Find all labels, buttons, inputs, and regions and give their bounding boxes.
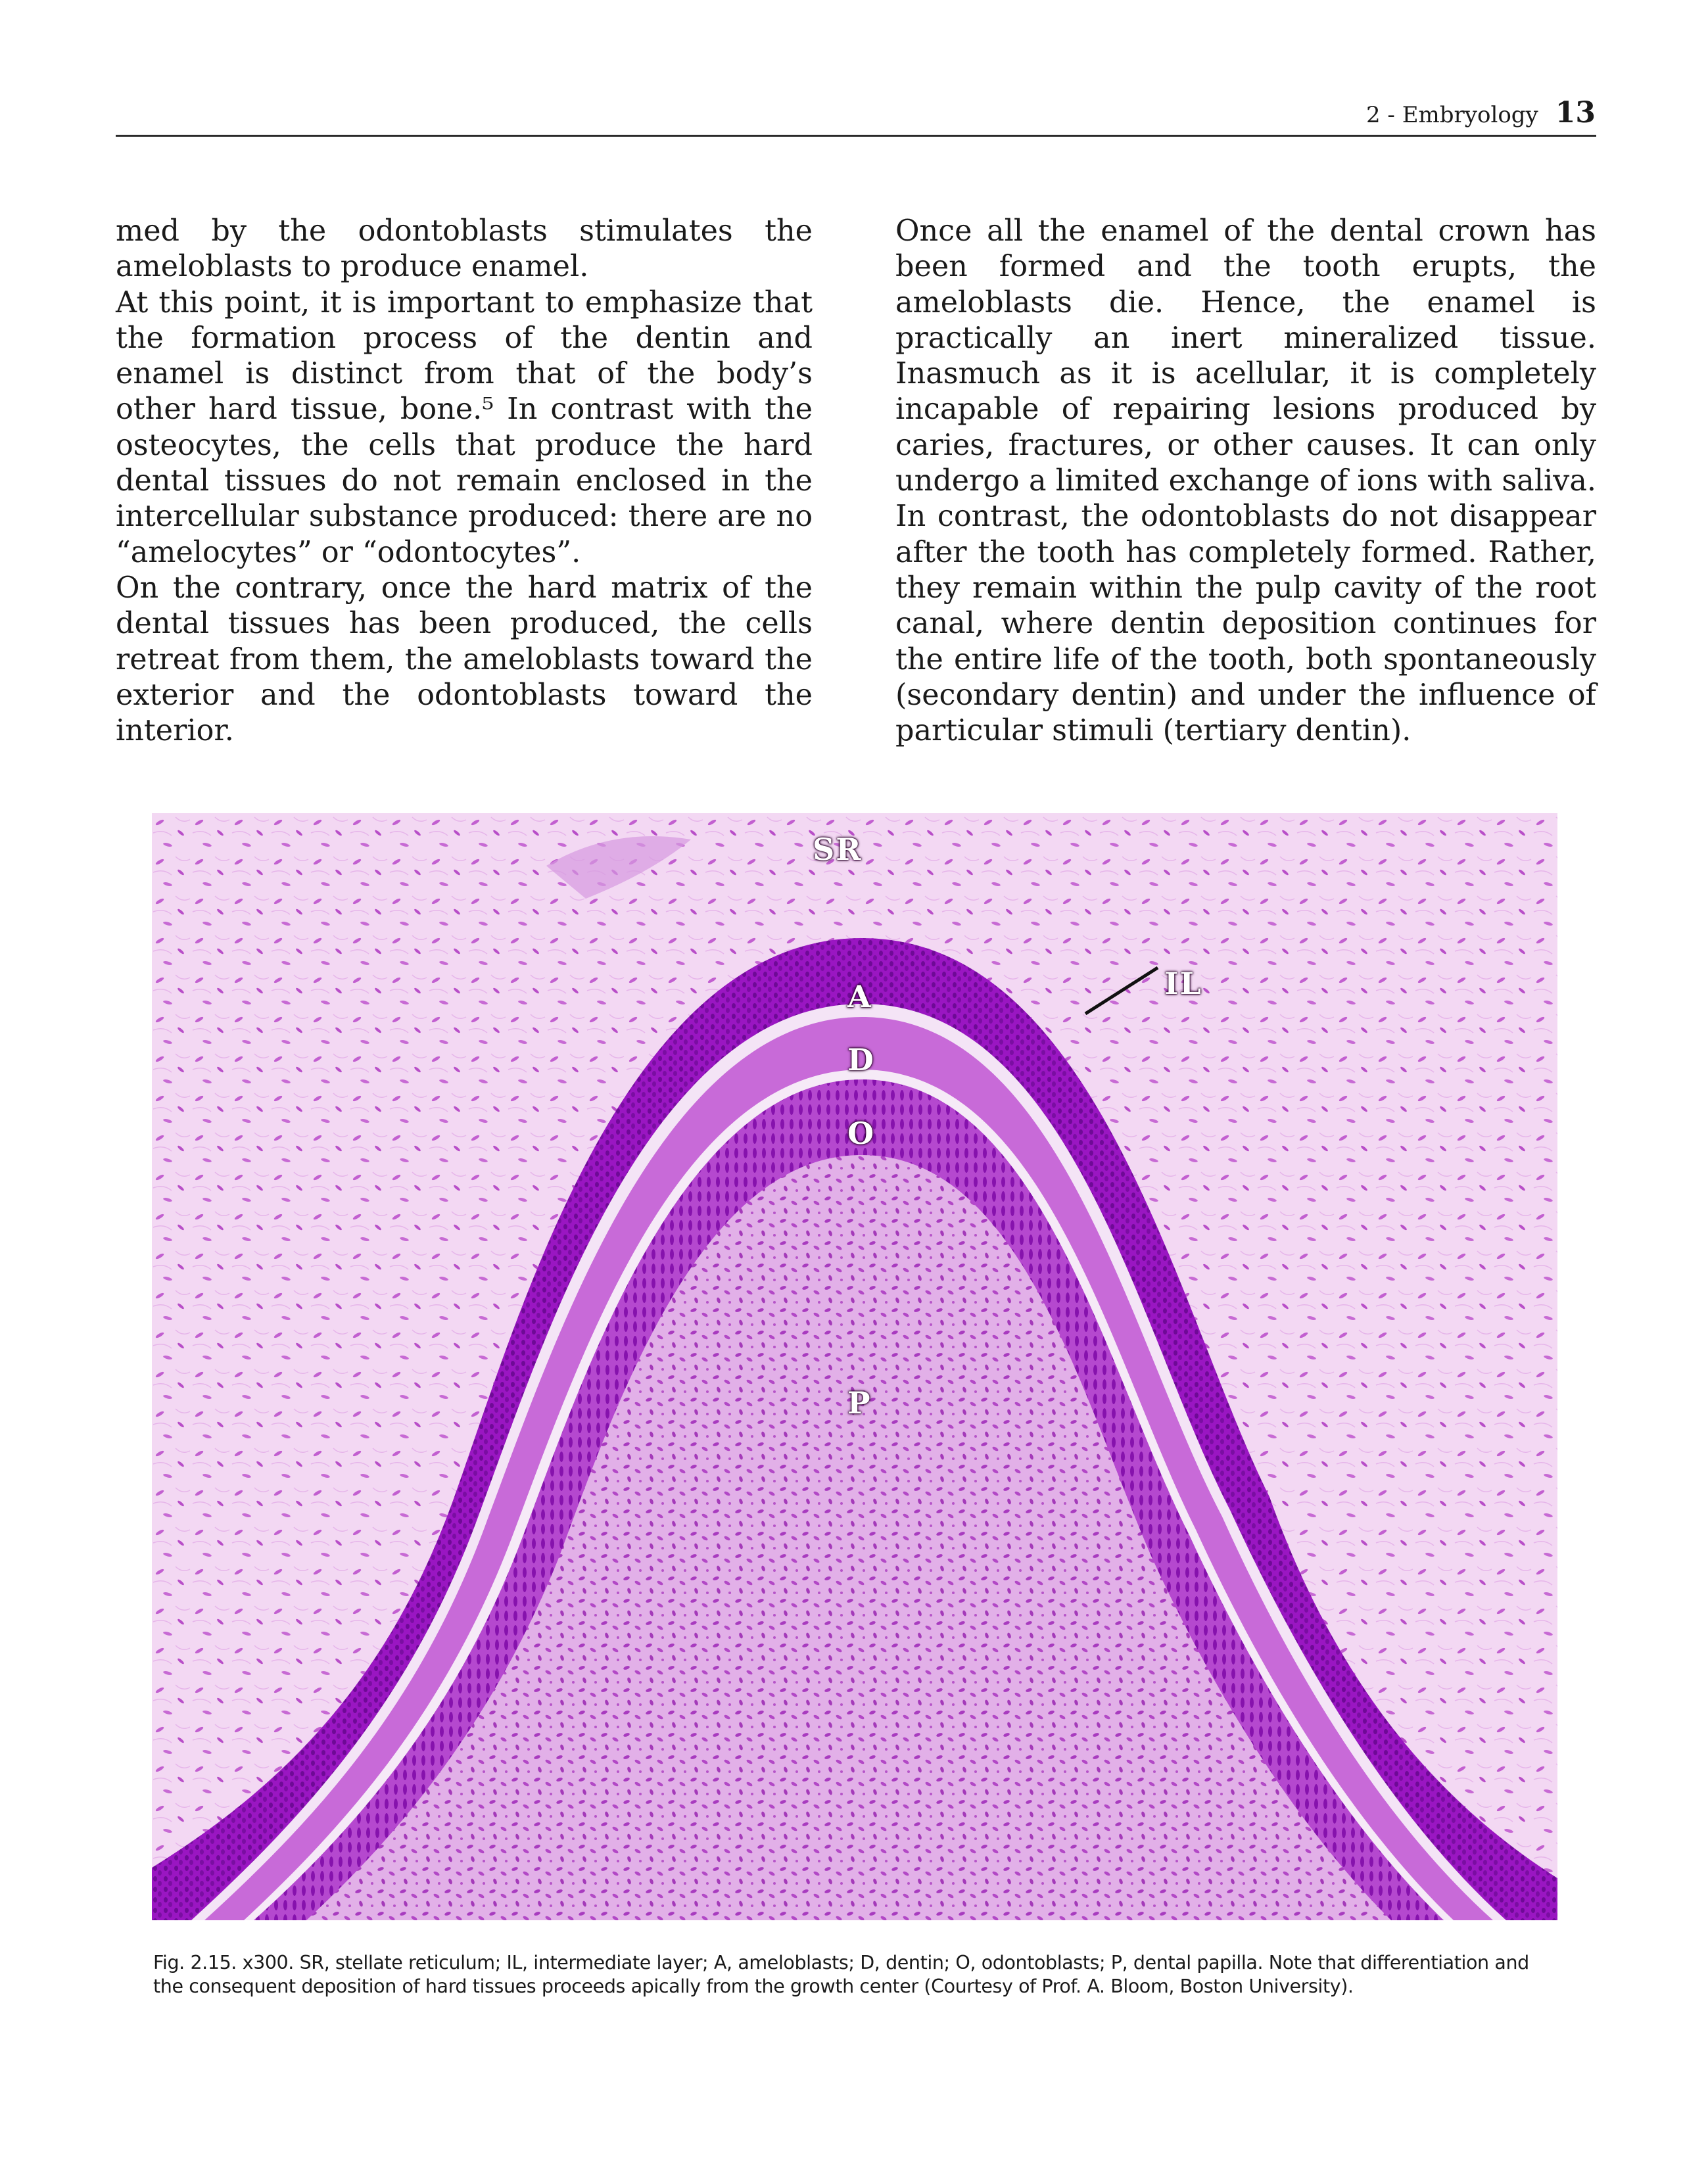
right-column (895, 214, 1596, 749)
running-head (116, 93, 1596, 135)
paragraph: On the contrary, once the hard matrix of the dental tissues has been produced, the cells retreat from them, the ameloblasts toward the exterior and the odontoblasts toward the interior. (116, 571, 813, 748)
paragraph: med by the odontoblasts stimulates the ameloblasts to produce enamel. (116, 214, 813, 284)
label-a: A (847, 979, 872, 1014)
left-column (116, 214, 813, 749)
page-number: 13 (1555, 96, 1596, 130)
paragraph: Once all the enamel of the dental crown has been formed and the tooth erupts, the ameloblasts die. Hence, the enamel is practically an inert mineralized tissue. Inasmuch as it is acellular, it is completely incapable of repairing lesions produced by caries, fractures, or other causes. It can only undergo a limited exchange of ions with saliva. In contrast, the odontoblasts do not disappear after the tooth has completely formed. Rather, they remain within the pulp cavity of the root canal, where dentin deposition continues for the entire life of the tooth, both spontaneously (secondary dentin) and under the influence of particular stimuli (tertiary dentin). (895, 214, 1596, 748)
label-o: O (847, 1116, 876, 1151)
label-sr: SR (813, 832, 863, 867)
label-d: D (847, 1042, 875, 1077)
header-rule (116, 135, 1596, 137)
histology-figure (152, 813, 1557, 1920)
paragraph: At this point, it is important to emphasize that the formation process of the dentin and enamel is distinct from that of the body’s other hard tissue, bone.⁵ In contrast with the osteocytes, the cells that produce the hard dental tissues do not remain enclosed in the intercellular substance produced: there are no “amelocytes” or “odontocytes”. (116, 285, 813, 569)
figure-caption (153, 1951, 1557, 1998)
label-p: P (847, 1385, 872, 1421)
section-title: 2 - Embryology (1365, 102, 1538, 128)
caption-text: Fig. 2.15. x300. SR, stellate reticulum; IL, intermediate layer; A, ameloblasts; D, dentin; O, odontoblasts; P, dental papilla. Note that differentiation and the consequent deposition of hard tissues proceeds apically from the growth center (Courtesy of Prof. A. Bloom, Boston University). (153, 1952, 1529, 1997)
label-il: IL (1164, 966, 1202, 1001)
